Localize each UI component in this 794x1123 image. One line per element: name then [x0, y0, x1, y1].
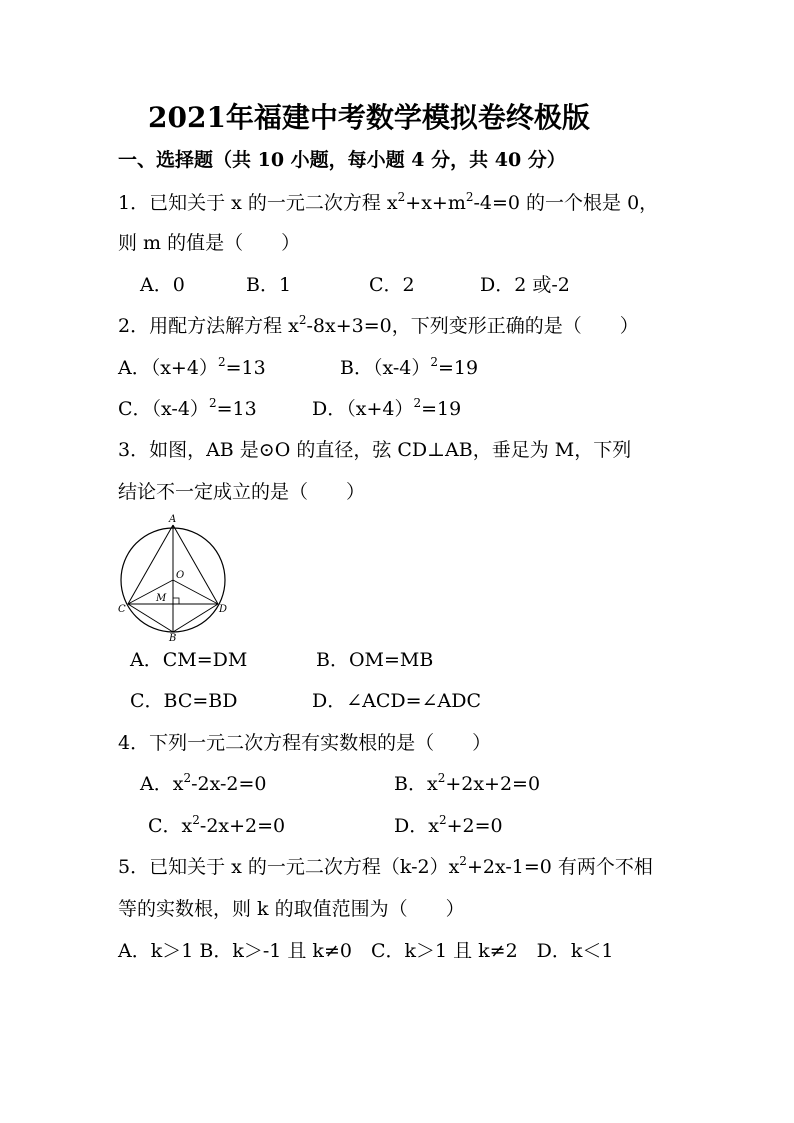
q1-option-d: D．2 或-2: [480, 274, 570, 296]
q3-option-b: B．OM=MB: [316, 649, 434, 671]
q3-stem-line2: 结论不一定成立的是（ ）: [118, 481, 366, 503]
q5-options: A．k＞1 B．k＞-1 且 k≠0 C．k＞1 且 k≠2 D．k＜1: [118, 940, 614, 962]
q3-stem-line1: 3．如图，AB 是⊙O 的直径，弦 CD⊥AB，垂足为 M，下列: [118, 439, 632, 461]
q5-stem-line1: 5．已知关于 x 的一元二次方程$(k-2)x^2+2x-1=0$ 有两个不相: [118, 854, 653, 878]
q2-option-c: C．$(x-4)^2=13$: [118, 396, 257, 420]
q1-stem-line1: 1．已知关于 x 的一元二次方程 $x^2+x+m^2-4=0$ 的一个根是 0，: [118, 190, 659, 214]
label-b: B: [169, 633, 177, 642]
q2-option-d: D．$(x+4)^2=19$: [312, 396, 462, 420]
q5-stem-line2: 等的实数根，则 k 的取值范围为（ ）: [118, 898, 465, 920]
q3-option-a: A．CM=DM: [130, 649, 248, 671]
section-heading: 一、选择题（共 10 小题，每小题 4 分，共 40 分）: [118, 149, 566, 171]
q1-option-b: B．1: [246, 274, 292, 296]
q1-stem-line2: 则 m 的值是（ ）: [118, 232, 301, 254]
q4-option-c: C．$x^2-2x+2=0$: [148, 813, 286, 837]
label-d: D: [219, 604, 228, 615]
label-c: C: [118, 604, 126, 615]
circle-geometry-figure: [118, 512, 230, 642]
right-angle-mark: [173, 598, 179, 604]
q3-option-d: D．∠ACD=∠ADC: [312, 690, 481, 712]
label-o: O: [176, 570, 185, 581]
q4-option-b: B．$x^2+2x+2=0$: [394, 771, 541, 795]
label-m: M: [156, 593, 167, 604]
q2-stem: 2．用配方法解方程 $x^2-8x+3=0$，下列变形正确的是（ ）: [118, 313, 639, 337]
label-a: A: [169, 514, 177, 525]
q4-stem: 4．下列一元二次方程有实数根的是（ ）: [118, 732, 492, 754]
segment-cb: [128, 604, 173, 632]
q1-option-a: A．0: [140, 274, 185, 296]
q4-option-a: A．$x^2-2x-2=0$: [140, 771, 267, 795]
page-title: 2021年福建中考数学模拟卷终极版: [148, 101, 590, 134]
q1-option-c: C．2: [369, 274, 415, 296]
q3-option-c: C．BC=BD: [130, 690, 238, 712]
segment-db: [173, 604, 218, 632]
q2-option-b: B．$(x-4)^2=19$: [340, 355, 479, 379]
q2-option-a: A．$(x+4)^2=13$: [118, 355, 266, 379]
q4-option-d: D．$x^2+2=0$: [394, 813, 503, 837]
